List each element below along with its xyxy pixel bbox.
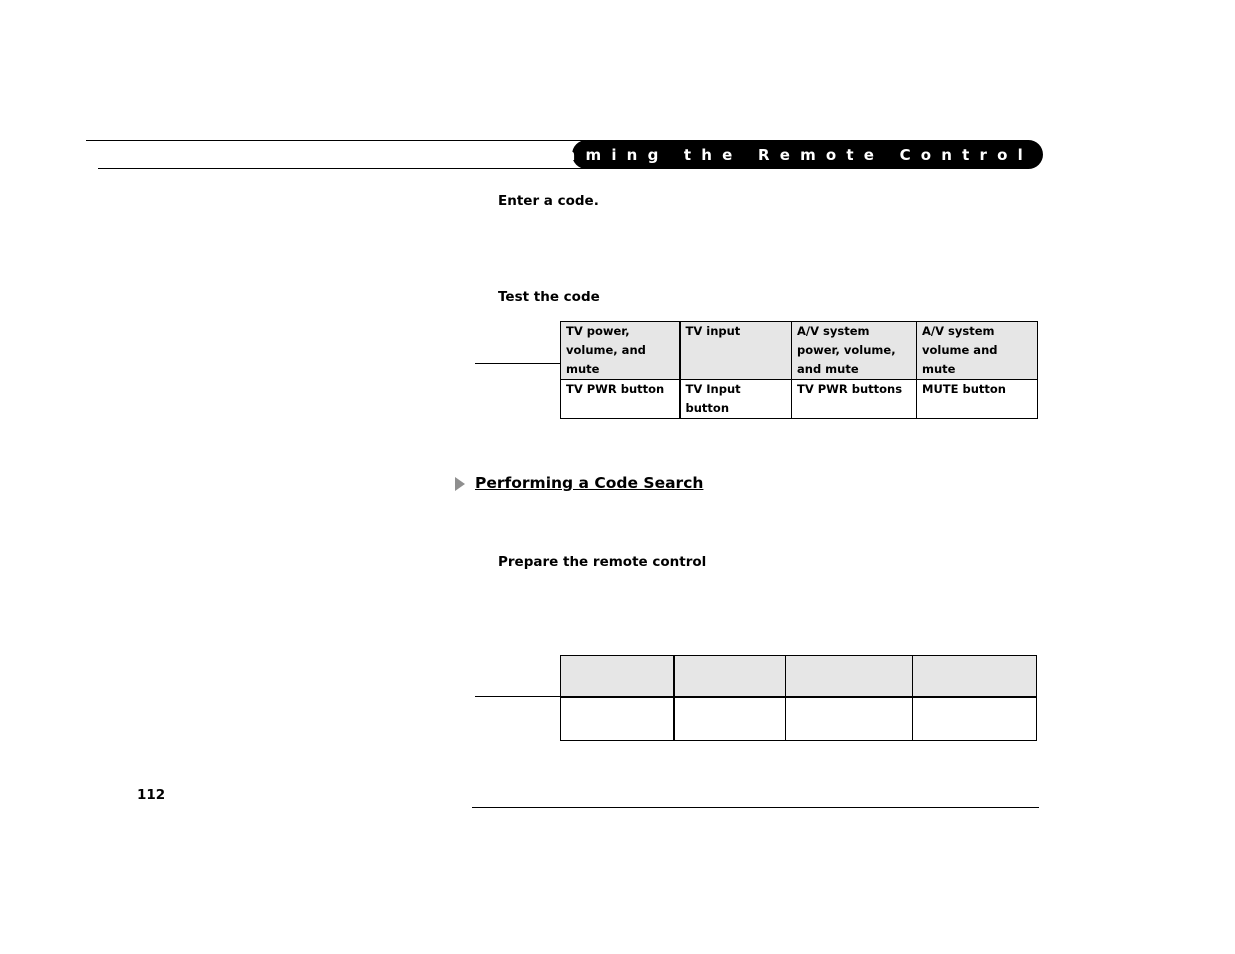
table-cell: TV Input button bbox=[680, 380, 792, 419]
test-code-table bbox=[560, 321, 1038, 419]
table-header-cell: TV power, volume, and mute bbox=[561, 322, 680, 380]
table-header-cell bbox=[786, 656, 913, 698]
table-cell bbox=[674, 697, 786, 741]
table-header-row bbox=[561, 322, 1038, 380]
table-header-cell: A/V system volume and mute bbox=[917, 322, 1038, 380]
chapter-title: Programming the Remote Control bbox=[441, 145, 1033, 164]
step-enter-code: Enter a code. bbox=[498, 193, 599, 209]
table-cell bbox=[561, 697, 674, 741]
step-test-code: Test the code bbox=[498, 289, 600, 305]
table-row bbox=[561, 380, 1038, 419]
table-cell: MUTE button bbox=[917, 380, 1038, 419]
section-heading[interactable]: Performing a Code Search bbox=[475, 474, 704, 492]
table-header-cell bbox=[674, 656, 786, 698]
step-prepare-remote: Prepare the remote control bbox=[498, 554, 707, 570]
footer-rule bbox=[472, 807, 1039, 808]
triangle-bullet-icon bbox=[455, 477, 465, 491]
header-rule-bottom bbox=[98, 168, 598, 169]
header-rule-top bbox=[86, 140, 586, 141]
page-number: 112 bbox=[137, 787, 166, 803]
table-header-cell: A/V system power, volume, and mute bbox=[792, 322, 917, 380]
table-header-cell bbox=[913, 656, 1037, 698]
table-header-row bbox=[561, 656, 1037, 698]
table-header-cell: TV input bbox=[680, 322, 792, 380]
table-cell: TV PWR buttons bbox=[792, 380, 917, 419]
table-cell bbox=[786, 697, 913, 741]
table-lead-rule bbox=[475, 696, 561, 697]
table-header-cell bbox=[561, 656, 674, 698]
table-cell bbox=[913, 697, 1037, 741]
table-lead-rule bbox=[475, 363, 561, 364]
table-cell: TV PWR button bbox=[561, 380, 680, 419]
table-row bbox=[561, 697, 1037, 741]
chapter-header-banner bbox=[441, 140, 1043, 169]
empty-table bbox=[560, 655, 1037, 741]
